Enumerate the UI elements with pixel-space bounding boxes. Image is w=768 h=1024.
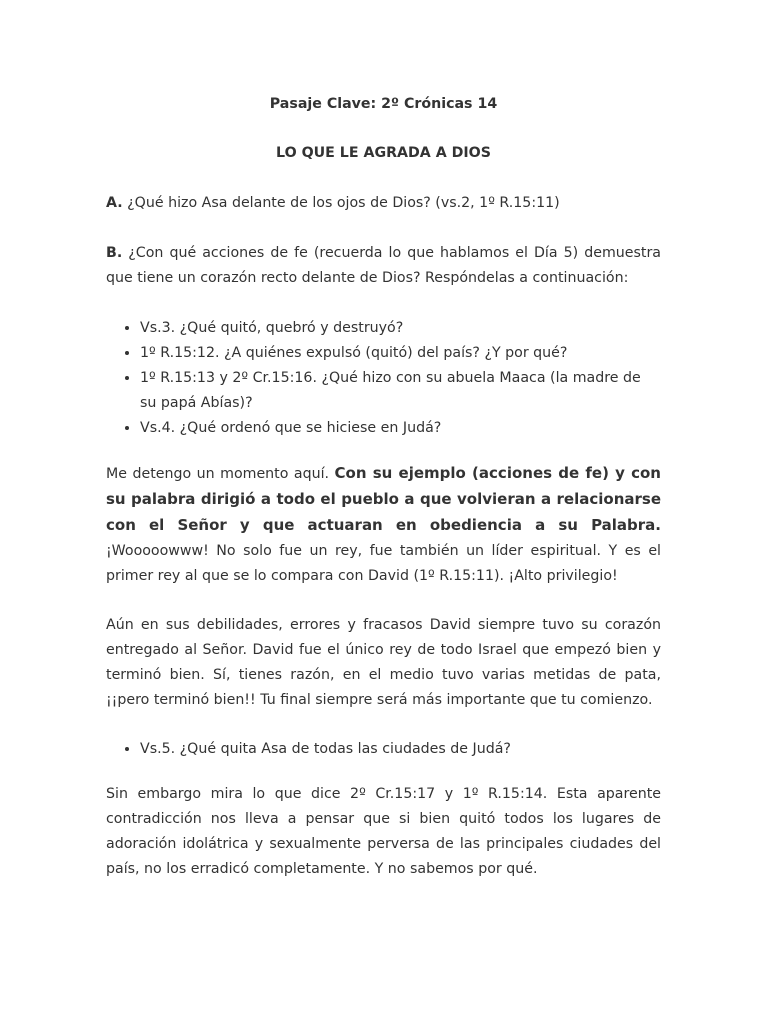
question-a-label: A.: [106, 195, 123, 211]
document-subtitle: LO QUE LE AGRADA A DIOS: [276, 145, 491, 161]
list-item: • 1º R.15:13 y 2º Cr.15:16. ¿Qué hizo con su abuela Maaca (la madre de su papá Abías)?: [140, 366, 661, 416]
question-a-text: ¿Qué hizo Asa delante de los ojos de Dios? (vs.2, 1º R.15:11): [122, 195, 560, 211]
list-item: • Vs.3. ¿Qué quitó, quebró y destruyó?: [140, 316, 661, 341]
paragraph-leader-rest: ¡Wooooowww! No solo fue un rey, fue también un líder espiritual. Y es el primer rey al que se lo compara con David (1º R.15:11). ¡Alto privilegio!: [106, 543, 661, 584]
question-b: [106, 241, 661, 291]
document-page: [106, 92, 661, 882]
paragraph-contradiction: Sin embargo mira lo que dice 2º Cr.15:17 y 1º R.15:14. Esta aparente contradicción nos lleva a pensar que si bien quitó todos los lugares de adoración idolátrica y sexualmente perversa de las principales ciudades del país, no los erradicó completamente. Y no sabemos por qué.: [106, 786, 661, 877]
paragraph-david: Aún en sus debilidades, errores y fracasos David siempre tuvo su corazón entregado al Señor. David fue el único rey de todo Israel que empezó bien y terminó bien. Sí, tienes razón, en el medio tuvo varias metidas de pata, ¡¡pero terminó bien!! Tu final siempre será más importante que tu comienzo.: [106, 617, 661, 708]
question-list: [106, 316, 661, 441]
question-b-label: B.: [106, 245, 123, 261]
question-b-text: ¿Con qué acciones de fe (recuerda lo que hablamos el Día 5) demuestra que tiene un corazón recto delante de Dios? Respóndelas a continuación:: [106, 245, 661, 286]
list-item: • Vs.4. ¿Qué ordenó que se hiciese en Judá?: [140, 416, 661, 441]
question-a: [106, 191, 661, 216]
document-title: Pasaje Clave: 2º Crónicas 14: [269, 96, 498, 112]
paragraph-leader-bold: Con su ejemplo (acciones de fe) y con su palabra dirigió a todo el pueblo a que volvieran a relacionarse con el Señor y que actuaran en obediencia a su Palabra.: [106, 464, 661, 534]
question-list-2: [106, 737, 661, 762]
list-item: • Vs.5. ¿Qué quita Asa de todas las ciudades de Judá?: [140, 737, 661, 762]
paragraph-leader: [106, 461, 661, 589]
list-item: • 1º R.15:12. ¿A quiénes expulsó (quitó) del país? ¿Y por qué?: [140, 341, 661, 366]
paragraph-leader-intro: Me detengo un momento aquí.: [106, 466, 335, 482]
